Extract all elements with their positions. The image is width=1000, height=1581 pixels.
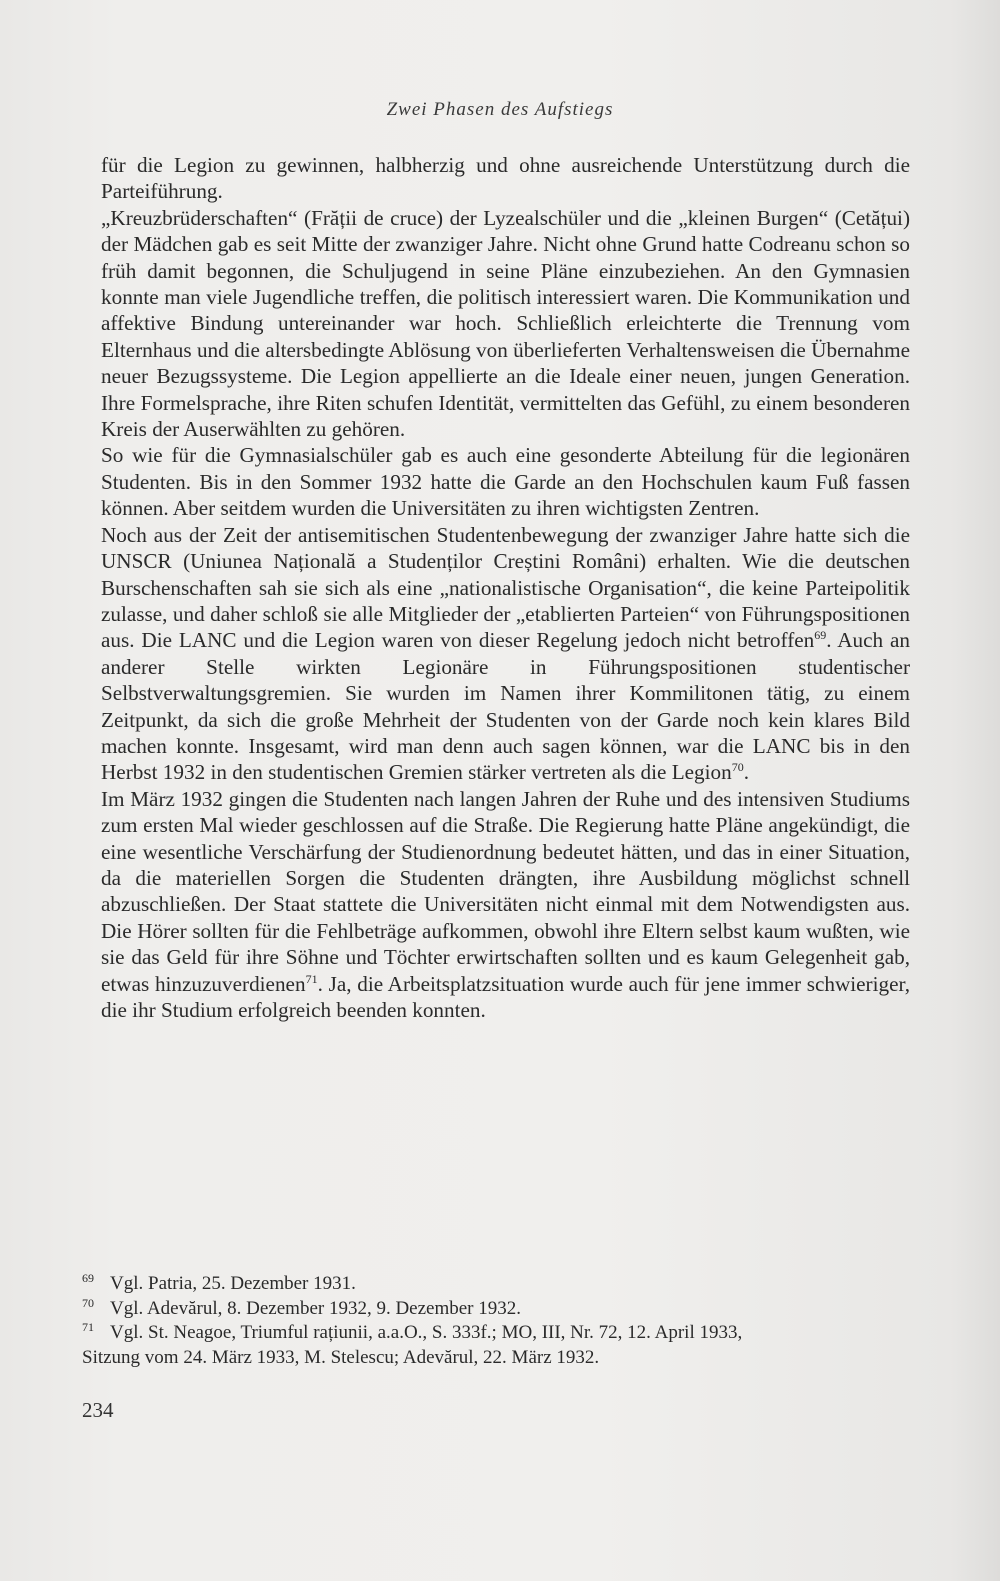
footnote-71-continuation: Sitzung vom 24. März 1933, M. Stelescu; Adevărul, 22. März 1932.	[82, 1346, 600, 1368]
footnote-70	[82, 1297, 912, 1322]
footnote-71	[82, 1321, 912, 1346]
footnotes	[82, 1272, 912, 1370]
footnote-ref-69: 69	[814, 628, 827, 643]
paragraph-1: für die Legion zu gewinnen, halbherzig und ohne ausreichende Unterstützung durch die Parteiführung.	[101, 153, 910, 204]
paragraph-4-text-c: .	[743, 760, 750, 785]
footnote-text: Vgl. Adevărul, 8. Dezember 1932, 9. Dezember 1932.	[110, 1297, 522, 1319]
paragraph-4-text-a: Noch aus der Zeit der antisemitischen Studentenbewegung der zwanziger Jahre hatte sich die UNSCR (Uniunea Națională a Studenților Creștini Români) erhalten. Wie die deutschen Burschenschaften sah sie sich als eine „nationalistische Organisation“, die keine Parteipolitik zulasse, und daher schloß sie alle Mitglieder der „etablierten Parteien“ von Führungspositionen aus. Die LANC und die Legion waren von dieser Regelung jedoch nicht betroffen	[101, 522, 910, 653]
footnote-text: Vgl. St. Neagoe, Triumful rațiunii, a.a.O., S. 333f.; MO, III, Nr. 72, 12. April 1933,	[110, 1322, 743, 1343]
page-number: 234	[82, 1398, 114, 1422]
footnote-ref-70: 70	[731, 760, 744, 775]
running-head: Zwei Phasen des Aufstiegs	[386, 99, 614, 120]
body-text	[101, 152, 910, 1023]
paragraph-2: „Kreuzbrüderschaften“ (Frății de cruce) der Lyzealschüler und die „kleinen Burgen“ (Cetățui) der Mädchen gab es seit Mitte der zwanziger Jahre. Nicht ohne Grund hatte Codreanu schon so früh damit begonnen, die Schuljugend in seine Pläne einzubeziehen. An den Gymnasien konnte man viele Jugendliche treffen, die politisch interessiert waren. Die Kommunikation und affektive Bindung untereinander war hoch. Schließlich erleichterte die Trennung vom Elternhaus und die altersbedingte Ablösung von überlieferten Verhaltensweisen die Übernahme neuer Bezugssysteme. Die Legion appellierte an die Ideale einer neuen, jungen Generation. Ihre Formelsprache, ihre Riten schufen Identität, vermittelten das Gefühl, zu einem besonderen Kreis der Auserwählten zu gehören.	[101, 205, 910, 442]
paragraph-4	[101, 522, 910, 786]
footnote-ref-71: 71	[305, 971, 318, 986]
paragraph-5-text-a: Im März 1932 gingen die Studenten nach langen Jahren der Ruhe und des intensiven Studiums zum ersten Mal wieder geschlossen auf die Straße. Die Regierung hatte Pläne angekündigt, die eine wesentliche Verschärfung der Studienordnung bedeutet hätten, und das in einer Situation, da die materiellen Sorgen die Studenten drängten, ihre Ausbildung möglichst schnell abzuschließen. Der Staat stattete die Universitäten nicht einmal mit dem Notwendigsten aus. Die Hörer sollten für die Fehlbeträge aufkommen, obwohl ihre Eltern selbst kaum wußten, wie sie das Geld für ihre Söhne und Töchter erwirtschaften sollten und es kaum Gelegenheit gab, etwas hinzuzuverdienen	[101, 786, 910, 996]
paragraph-5-text-b: . Ja, die Arbeitsplatzsituation wurde auch für jene immer schwieriger, die ihr Studium erfolgreich beenden konnten.	[101, 971, 910, 1022]
paragraph-5	[101, 786, 910, 1024]
paragraph-3: So wie für die Gymnasialschüler gab es auch eine gesonderte Abteilung für die legionären Studenten. Bis in den Sommer 1932 hatte die Garde an den Hochschulen kaum Fuß fassen können. Aber seitdem wurden die Universitäten zu ihren wichtigsten Zentren.	[101, 443, 910, 521]
footnote-69	[82, 1272, 912, 1297]
footnote-number: 69	[82, 1271, 94, 1285]
footnote-number: 70	[82, 1295, 94, 1310]
paragraph-4-text-b: . Auch an anderer Stelle wirkten Legionäre in Führungspositionen studentischer Selbstverwaltungsgremien. Sie wurden im Namen ihrer Kommilitonen tätig, zu einem Zeitpunkt, da sich die große Mehrheit der Studenten von der Garde noch kein klares Bild machen konnte. Insgesamt, wird man denn auch sagen können, war die LANC bis in den Herbst 1932 in den studentischen Gremien stärker vertreten als die Legion	[101, 628, 910, 785]
footnote-number: 71	[82, 1320, 94, 1334]
footnote-text: Vgl. Patria, 25. Dezember 1931.	[110, 1273, 356, 1294]
